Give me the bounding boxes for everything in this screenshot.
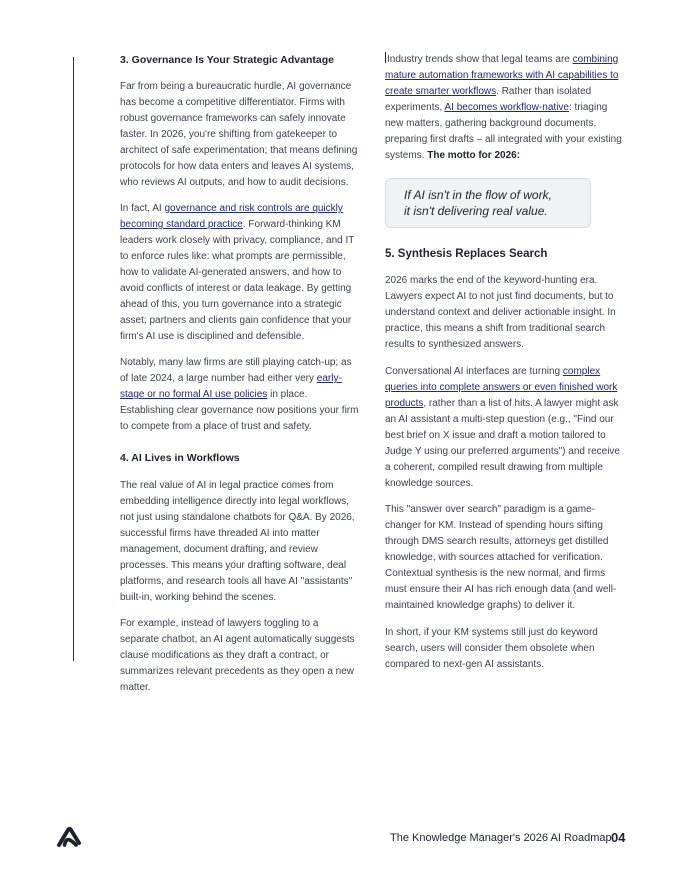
motto-callout [385,178,591,228]
text-cursor [385,52,386,63]
section-4-heading: 4. AI Lives in Workflows [120,452,240,464]
complex-queries-link[interactable]: complex queries into complete answers or even finished work products [385,366,618,409]
motto-quote-line-1: If AI isn't in the flow of work, [404,188,552,202]
governance-controls-link[interactable]: governance and risk controls are quickly becoming standard practice [120,203,343,230]
section-3-paragraph-3: Notably, many law firms are still playing catch-up; as of late 2024, a large number had either very early-stage or no formal AI use policies in place. Establishing clear governance now positions your firm to compete from a place of trust and safety. [120,357,359,432]
brand-logo-icon [56,826,82,848]
workflow-native-link[interactable]: AI becomes workflow-native [444,102,569,113]
section-5-heading: 5. Synthesis Replaces Search [385,248,548,260]
automation-frameworks-link[interactable]: combining mature automation frameworks with AI capabilities to create smarter workflows [385,54,619,97]
section-3-paragraph-1: Far from being a bureaucratic hurdle, AI governance has become a competitive differentiator. Firms with robust governance frameworks can safely innovate faster. In 2026, you're shifting from gatekeeper to architect of safe experimentation; that means defining protocols for how data enters and leaves AI systems, who reviews AI outputs, and how to audit decisions. [120,81,358,188]
right-column [385,52,627,673]
workflow-trends-paragraph: Industry trends show that legal teams are combining mature automation frameworks with AI capabilities to create smarter workflows. Rather than isolated experiments, AI becomes workflow-native: triaging new matters, gathering background documents, preparing first drafts – all integrated with your existing systems. The motto for 2026: [385,54,622,161]
section-4-paragraph-2: For example, instead of lawyers toggling to a separate chatbot, an AI agent automatically suggests clause modifications as they draft a contract, or summarizes relevant precedents as they open a new matter. [120,618,355,693]
left-margin-rule [73,57,74,661]
section-4-paragraph-1: The real value of AI in legal practice comes from embedding intelligence directly into legal workflows, not just using standalone chatbots for Q&A. By 2026, successful firms have threaded AI into matter management, document drafting, and review processes. This means your drafting software, deal platforms, and research tools all have AI "assistants" built-in, working behind the scenes. [120,480,355,603]
motto-label: The motto for 2026: [427,150,521,161]
section-5-paragraph-2: Conversational AI interfaces are turning complex queries into complete answers or even finished work products, rather than a list of hits. A lawyer might ask an AI assistant a multi-step question (e.g., "Find our best brief on X issue and draft a motion tailored to Judge Y using our preferred arguments") and receive a coherent, compiled result drawing from multiple knowledge sources. [385,366,620,489]
section-5-paragraph-1: 2026 marks the end of the keyword-hunting era. Lawyers expect AI to not just find documents, but to understand context and deliver actionable insight. In practice, this means a shift from traditional search results to synthesized answers. [385,275,616,350]
footer-page-number: 04 [611,830,626,845]
section-3-heading: 3. Governance Is Your Strategic Advantage [120,54,334,66]
section-5-paragraph-3: This "answer over search" paradigm is a game-changer for KM. Instead of spending hours sifting through DMS search results, attorneys get distilled knowledge, with sources attached for verification. Contextual synthesis is the new normal, and firms must ensure their AI has rich enough data (and well-maintained knowledge graphs) to deliver it. [385,504,617,611]
footer-document-title: The Knowledge Manager's 2026 AI Roadmap [390,832,612,844]
motto-quote-line-2: it isn't delivering real value. [404,204,548,218]
section-5-paragraph-4: In short, if your KM systems still just do keyword search, users will consider them obsolete when compared to next-gen AI assistants. [385,627,598,670]
ai-use-policies-link[interactable]: early-stage or no formal AI use policies [120,373,342,400]
section-3-paragraph-2: In fact, AI governance and risk controls are quickly becoming standard practice. Forward-thinking KM leaders work closely with privacy, compliance, and IT to enforce rules like: what prompts are permissible, how to validate AI-generated answers, and how to avoid conflicts of interest or data leakage. By getting ahead of this, you turn governance into a strategic asset; partners and clients gain confidence that your firm's AI use is disciplined and defensible. [120,203,355,342]
left-column [120,52,360,696]
